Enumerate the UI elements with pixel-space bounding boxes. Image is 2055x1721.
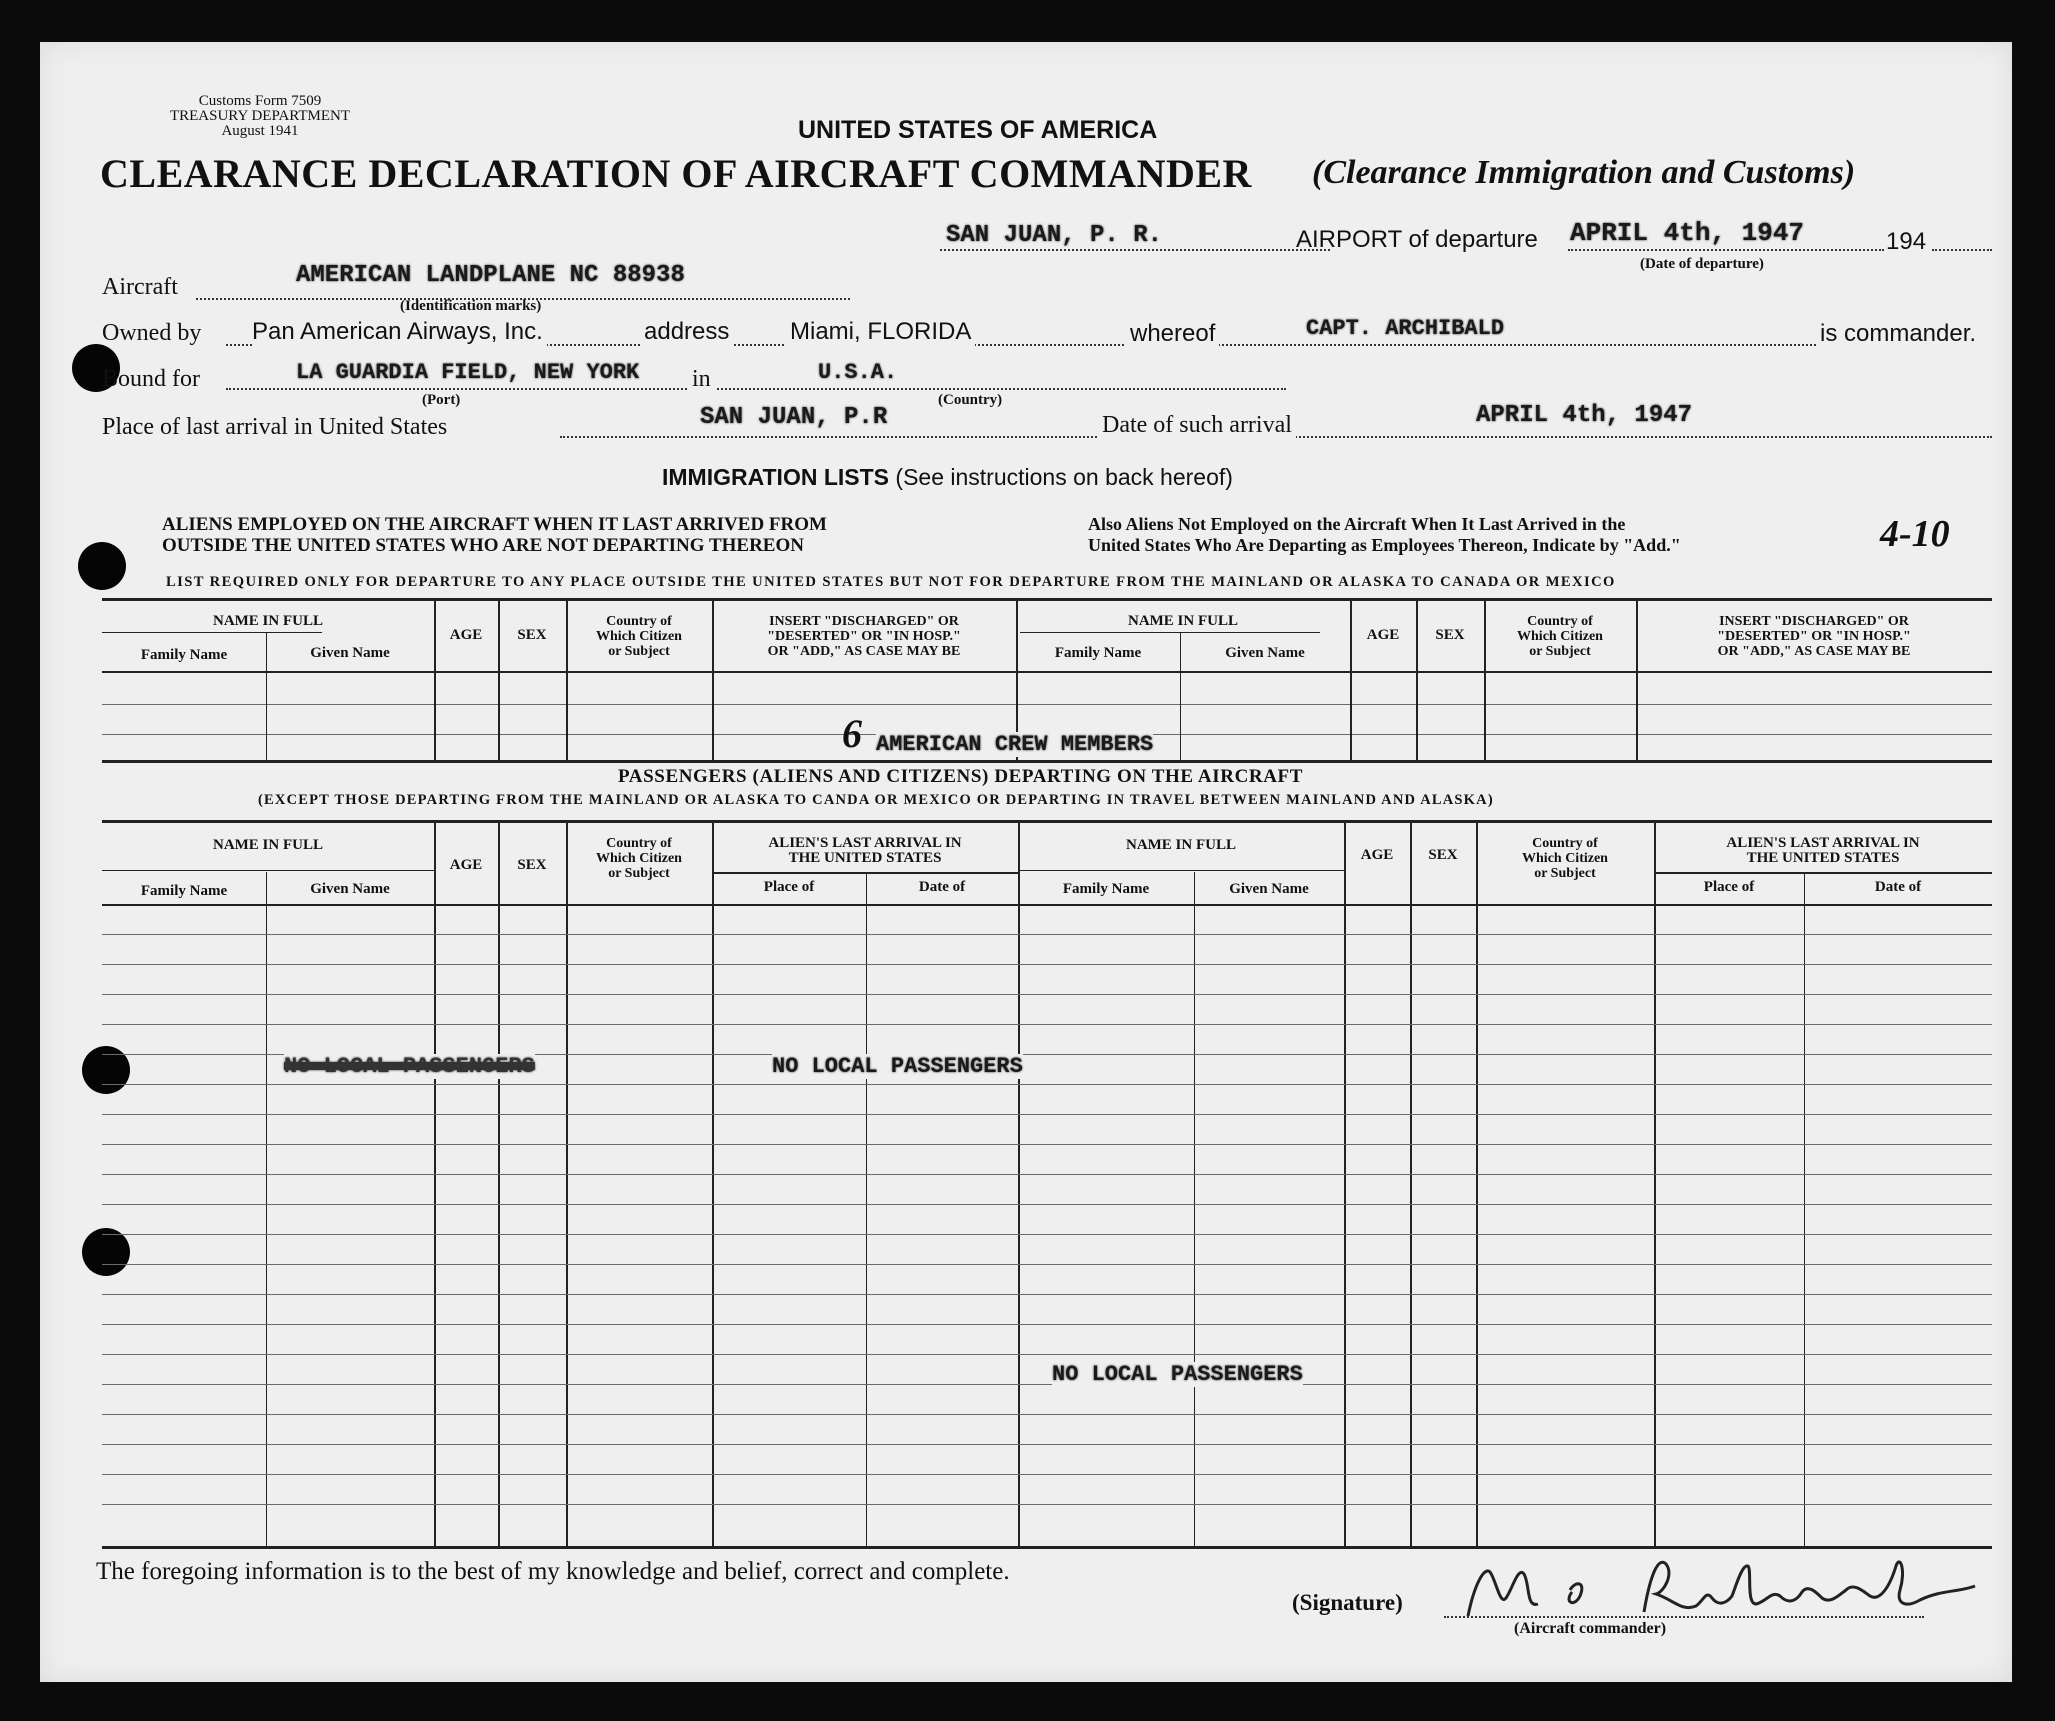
alien-arrival-header-line: THE UNITED STATES bbox=[788, 850, 942, 866]
bound-label: Bound for bbox=[102, 366, 200, 392]
aliens-not-employed-heading-line: Also Aliens Not Employed on the Aircraft When It Last Arrived in the bbox=[1088, 514, 1626, 534]
arrival-date-value: APRIL 4th, 1947 bbox=[1476, 402, 1693, 429]
crew-country-header-line: or Subject bbox=[608, 644, 670, 659]
crew-country-header bbox=[566, 614, 712, 659]
passenger-given-header: Given Name bbox=[310, 881, 390, 897]
crew-country-header-line: Which Citizen bbox=[1517, 629, 1603, 644]
passenger-country-header-line: Country of bbox=[1532, 836, 1598, 851]
crew-country-header-line: Which Citizen bbox=[596, 629, 682, 644]
passenger-entry: NO LOCAL PASSENGERS bbox=[772, 1054, 1023, 1079]
crew-name-header: NAME IN FULL bbox=[1127, 613, 1238, 629]
passenger-given-header: Given Name bbox=[1229, 881, 1309, 897]
form-number: Customs Form 7509 bbox=[198, 93, 322, 109]
aircraft-label: Aircraft bbox=[102, 274, 178, 300]
form-paper bbox=[40, 42, 2012, 1682]
aliens-employed-heading-line: OUTSIDE THE UNITED STATES WHO ARE NOT DEPARTING THEREON bbox=[162, 535, 804, 556]
crew-sex-header: SEX bbox=[517, 627, 547, 643]
crew-status-header-line: "DESERTED" OR "IN HOSP." bbox=[767, 629, 961, 644]
aliens-not-employed-heading bbox=[1088, 514, 1681, 556]
departure-date-caption: (Date of departure) bbox=[1640, 256, 1764, 272]
declaration-text: The foregoing information is to the best of my knowledge and belief, correct and complete. bbox=[96, 1558, 1010, 1585]
crew-entry-text: AMERICAN CREW MEMBERS bbox=[876, 732, 1154, 757]
crew-country-header bbox=[1484, 614, 1636, 659]
passenger-country-header-line: Country of bbox=[606, 836, 672, 851]
crew-status-header bbox=[712, 614, 1016, 659]
page-subtitle: (Clearance Immigration and Customs) bbox=[1312, 154, 1856, 191]
passenger-country-header bbox=[1476, 836, 1654, 881]
immigration-title-row bbox=[662, 464, 1233, 491]
aircraft-value: AMERICAN LANDPLANE NC 88938 bbox=[296, 262, 685, 289]
crew-country-header-line: or Subject bbox=[1529, 644, 1591, 659]
alien-arrival-header bbox=[712, 836, 1018, 866]
place-of-header: Place of bbox=[1703, 879, 1755, 895]
bound-country-value: U.S.A. bbox=[818, 360, 898, 385]
passengers-title: PASSENGERS (ALIENS AND CITIZENS) DEPARTING ON THE AIRCRAFT bbox=[618, 766, 1304, 787]
list-required-note: LIST REQUIRED ONLY FOR DEPARTURE TO ANY PLACE OUTSIDE THE UNITED STATES BUT NOT FOR DEPARTURE FROM THE MAINLAND OR ALASKA TO CANADA OR MEXICO bbox=[166, 574, 1616, 590]
passenger-age-header: AGE bbox=[1360, 847, 1394, 863]
page-title: CLEARANCE DECLARATION OF AIRCRAFT COMMANDER bbox=[100, 151, 1252, 196]
struck-entry: NO LOCAL PASSENGERS bbox=[284, 1054, 535, 1079]
bound-in-label: in bbox=[688, 366, 715, 393]
crew-age-header: AGE bbox=[1366, 627, 1400, 643]
bound-port-value: LA GUARDIA FIELD, NEW YORK bbox=[296, 360, 640, 385]
crew-age-header: AGE bbox=[449, 627, 483, 643]
crew-given-header: Given Name bbox=[1225, 645, 1305, 661]
aircraft-caption: (Identification marks) bbox=[400, 298, 542, 314]
alien-arrival-header bbox=[1654, 836, 1992, 866]
handwritten-mark: 4-10 bbox=[1880, 513, 1950, 555]
crew-status-header-line: OR "ADD," AS CASE MAY BE bbox=[767, 644, 961, 659]
commander-suffix: is commander. bbox=[1816, 320, 1976, 348]
departure-airport-label: AIRPORT of departure bbox=[1296, 226, 1538, 253]
departure-date-value: APRIL 4th, 1947 bbox=[1570, 218, 1805, 248]
country-caption: (Country) bbox=[938, 392, 1003, 408]
aliens-not-employed-heading-line: United States Who Are Departing as Employees Thereon, Indicate by "Add." bbox=[1088, 535, 1681, 555]
immigration-note: (See instructions on back hereof) bbox=[895, 464, 1233, 490]
passenger-age-header: AGE bbox=[449, 857, 483, 873]
crew-status-header-line: INSERT "DISCHARGED" OR bbox=[769, 614, 959, 629]
aliens-employed-heading-line: ALIENS EMPLOYED ON THE AIRCRAFT WHEN IT LAST ARRIVED FROM bbox=[162, 514, 827, 535]
passenger-country-header-line: Which Citizen bbox=[1522, 851, 1608, 866]
passenger-entry: NO LOCAL PASSENGERS bbox=[1052, 1362, 1303, 1387]
passenger-sex-header: SEX bbox=[1428, 847, 1458, 863]
form-date: August 1941 bbox=[221, 123, 299, 139]
department-name: TREASURY DEPARTMENT bbox=[169, 108, 351, 124]
alien-arrival-header-line: ALIEN'S LAST ARRIVAL IN bbox=[1726, 835, 1920, 851]
form-number-block bbox=[100, 94, 420, 139]
crew-country-header-line: Country of bbox=[606, 614, 672, 629]
place-of-header: Place of bbox=[763, 879, 815, 895]
last-arrival-label: Place of last arrival in United States bbox=[102, 414, 448, 440]
port-caption: (Port) bbox=[422, 392, 461, 408]
passenger-country-header bbox=[566, 836, 712, 881]
crew-country-header-line: Country of bbox=[1527, 614, 1593, 629]
passenger-name-header: NAME IN FULL bbox=[212, 837, 323, 853]
crew-status-header-line: OR "ADD," AS CASE MAY BE bbox=[1717, 644, 1911, 659]
crew-status-header-line: INSERT "DISCHARGED" OR bbox=[1719, 614, 1909, 629]
alien-arrival-header-line: ALIEN'S LAST ARRIVAL IN bbox=[768, 835, 962, 851]
alien-arrival-header-line: THE UNITED STATES bbox=[1746, 850, 1900, 866]
owner-value: Pan American Airways, Inc. bbox=[252, 318, 547, 346]
crew-entry-number: 6 bbox=[842, 711, 862, 756]
owner-address-label: address bbox=[640, 318, 733, 346]
crew-sex-header: SEX bbox=[1435, 627, 1465, 643]
owner-label: Owned by bbox=[102, 320, 202, 346]
departure-year-prefix: 194 bbox=[1886, 228, 1927, 255]
departure-airport-value: SAN JUAN, P. R. bbox=[946, 222, 1163, 249]
signature-label: (Signature) bbox=[1292, 1590, 1403, 1615]
aliens-employed-heading bbox=[162, 514, 827, 556]
passengers-note: (EXCEPT THOSE DEPARTING FROM THE MAINLAND OR ALASKA TO CANDA OR MEXICO OR DEPARTING IN TRAVEL BETWEEN MAINLAND AND ALASKA) bbox=[258, 792, 1494, 808]
passenger-family-header: Family Name bbox=[140, 883, 228, 899]
date-of-header: Date of bbox=[918, 879, 966, 895]
owner-address-value: Miami, FLORIDA bbox=[786, 318, 975, 346]
whereof-label: whereof bbox=[1126, 320, 1219, 348]
crew-family-header: Family Name bbox=[1054, 645, 1142, 661]
passenger-country-header-line: or Subject bbox=[608, 866, 670, 881]
arrival-date-label: Date of such arrival bbox=[1098, 412, 1296, 439]
last-arrival-place-value: SAN JUAN, P.R bbox=[700, 404, 888, 431]
commander-value: CAPT. ARCHIBALD bbox=[1306, 316, 1505, 341]
crew-given-header: Given Name bbox=[310, 645, 390, 661]
signature-caption: (Aircraft commander) bbox=[1514, 1620, 1667, 1637]
punch-hole bbox=[78, 542, 126, 590]
country-title: UNITED STATES OF AMERICA bbox=[798, 116, 1158, 144]
passenger-sex-header: SEX bbox=[517, 857, 547, 873]
crew-name-header: NAME IN FULL bbox=[212, 613, 323, 629]
passenger-family-header: Family Name bbox=[1062, 881, 1150, 897]
crew-status-header-line: "DESERTED" OR "IN HOSP." bbox=[1717, 629, 1911, 644]
passenger-country-header-line: Which Citizen bbox=[596, 851, 682, 866]
passenger-name-header: NAME IN FULL bbox=[1125, 837, 1236, 853]
crew-status-header bbox=[1636, 614, 1992, 659]
passenger-country-header-line: or Subject bbox=[1534, 866, 1596, 881]
punch-hole bbox=[82, 1228, 130, 1276]
crew-family-header: Family Name bbox=[140, 647, 228, 663]
immigration-title: IMMIGRATION LISTS bbox=[662, 464, 890, 490]
date-of-header: Date of bbox=[1874, 879, 1922, 895]
